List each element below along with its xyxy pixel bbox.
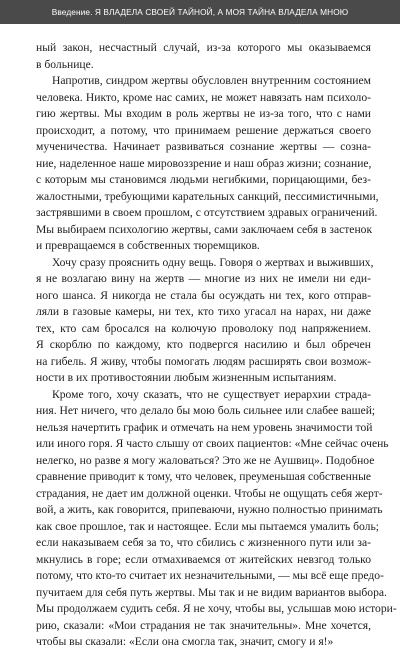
- text-line: Мы продолжаем судить себя. Я не хочу, чтобы вы, услышав мою истори-: [36, 602, 397, 615]
- text-line: ного шанса. Я никогда не стала бы осуждать ни тех, кого отправ-: [36, 288, 371, 302]
- text-line: тех, кто сам бросался на колючую проволоку под напряжением.: [36, 321, 371, 335]
- text-line: ляли в газовые камеры, ни тех, кто тихо угасал на нарах, ни даже: [36, 305, 371, 318]
- text-line: нелегко, но разве я могу жаловаться? Это же не Аушвиц». Подобное: [36, 453, 375, 467]
- text-line: как свое прошлое, так и настоящее. Если мы пытаемся умалить боль;: [36, 519, 379, 533]
- text-line: гию жертвы. Мы входим в роль жертвы не из-за того, что с нами: [36, 107, 371, 120]
- running-title: Введение. Я ВЛАДЕЛА СВОЕЙ ТАЙНОЙ, А МОЯ ТАЙНА ВЛАДЕЛА МНОЮ: [51, 7, 349, 17]
- paragraph: [36, 255, 374, 387]
- text-line: Кроме того, хочу сказать, что не существует иерархии страда-: [52, 387, 371, 401]
- paragraph: [36, 387, 397, 651]
- text-line: пучитаем для себя путь жертвы. Мы так и не видим вариантов выбора.: [36, 585, 387, 599]
- text-line: потому, что кто-то считает их незначительными, — мы всё еще предо-: [36, 569, 384, 582]
- text-line: Напротив, синдром жертвы обусловлен внутренним состоянием: [52, 74, 371, 87]
- running-header: [0, 0, 400, 24]
- text-line: нельзя начертить график и отмечать на нем уровень значимости той: [36, 420, 373, 434]
- text-line: ние, наделенное наше мировоззрение и наш образ жизни; сознание,: [36, 156, 372, 170]
- page-body: [36, 40, 397, 651]
- text-line: ния. Нет ничего, что делало бы мою боль сильнее или слабее вашей;: [36, 404, 376, 417]
- text-line: с которым мы становимся людьми негибкими, порицающими, без-: [36, 173, 371, 186]
- text-line: происходит, а потому, что принимаем решение держаться своего: [36, 123, 371, 137]
- text-line: рию, сказали: «Мои страдания не так значительны». Мне хочется,: [36, 618, 371, 632]
- text-line: я не возлагаю вину на жертв — многие из них не имели ни еди-: [36, 272, 371, 285]
- text-line: или иного горя. Я часто слышу от своих пациентов: «Мне сейчас очень: [36, 437, 389, 450]
- text-line: Я скорблю по каждому, кто подвергся насилию и был обречен: [36, 338, 371, 351]
- text-line: ный закон, несчастный случай, из-за которого мы оказываемся: [36, 41, 371, 54]
- text-line: мкнулись в горе; если отмахиваемся от житейских невзгод только: [36, 552, 371, 566]
- paragraph: [36, 40, 371, 73]
- text-line: вой, а жить, как говорится, припеваючи, нужно полностью принимать: [36, 503, 383, 516]
- text-line: на гибель. Я живу, чтобы помогать людям расширять свои возмож-: [36, 354, 371, 368]
- text-line: Хочу сразу прояснить одну вещь. Говоря о жертвах и выживших,: [52, 255, 374, 269]
- text-line: жалостными, требующими карательных санкций, пессимистичными,: [36, 189, 379, 203]
- text-line: в больнице.: [36, 57, 94, 71]
- text-line: если наказываем себя за то, что сбились с жизненного пути или за-: [36, 536, 371, 549]
- paragraph: [36, 73, 379, 255]
- text-line: ности в их противостоянии любым жизненным испытаниям.: [36, 371, 337, 384]
- text-line: Мы выбираем психологию жертвы, сами заключаем себя в застенок: [36, 222, 373, 236]
- text-line: чтобы вы сказали: «Если она смогла так, значит, смогу и я!»: [36, 635, 334, 648]
- text-line: сравнение приводит к тому, что человек, преуменьшая собственные: [36, 470, 372, 483]
- text-line: застрявшими в своем прошлом, с отсутствием здравых ограничений.: [36, 206, 378, 219]
- text-line: мученичества. Начинает развиваться сознание жертвы — созна-: [36, 140, 371, 153]
- text-line: человека. Никто, кроме нас самих, не может навязать нам психоло-: [36, 90, 371, 104]
- text-line: и превращаемся в собственных тюремщиков.: [36, 239, 260, 252]
- text-line: страдания, не дает им должной оценки. Чтобы не ощущать себя жерт-: [36, 486, 383, 500]
